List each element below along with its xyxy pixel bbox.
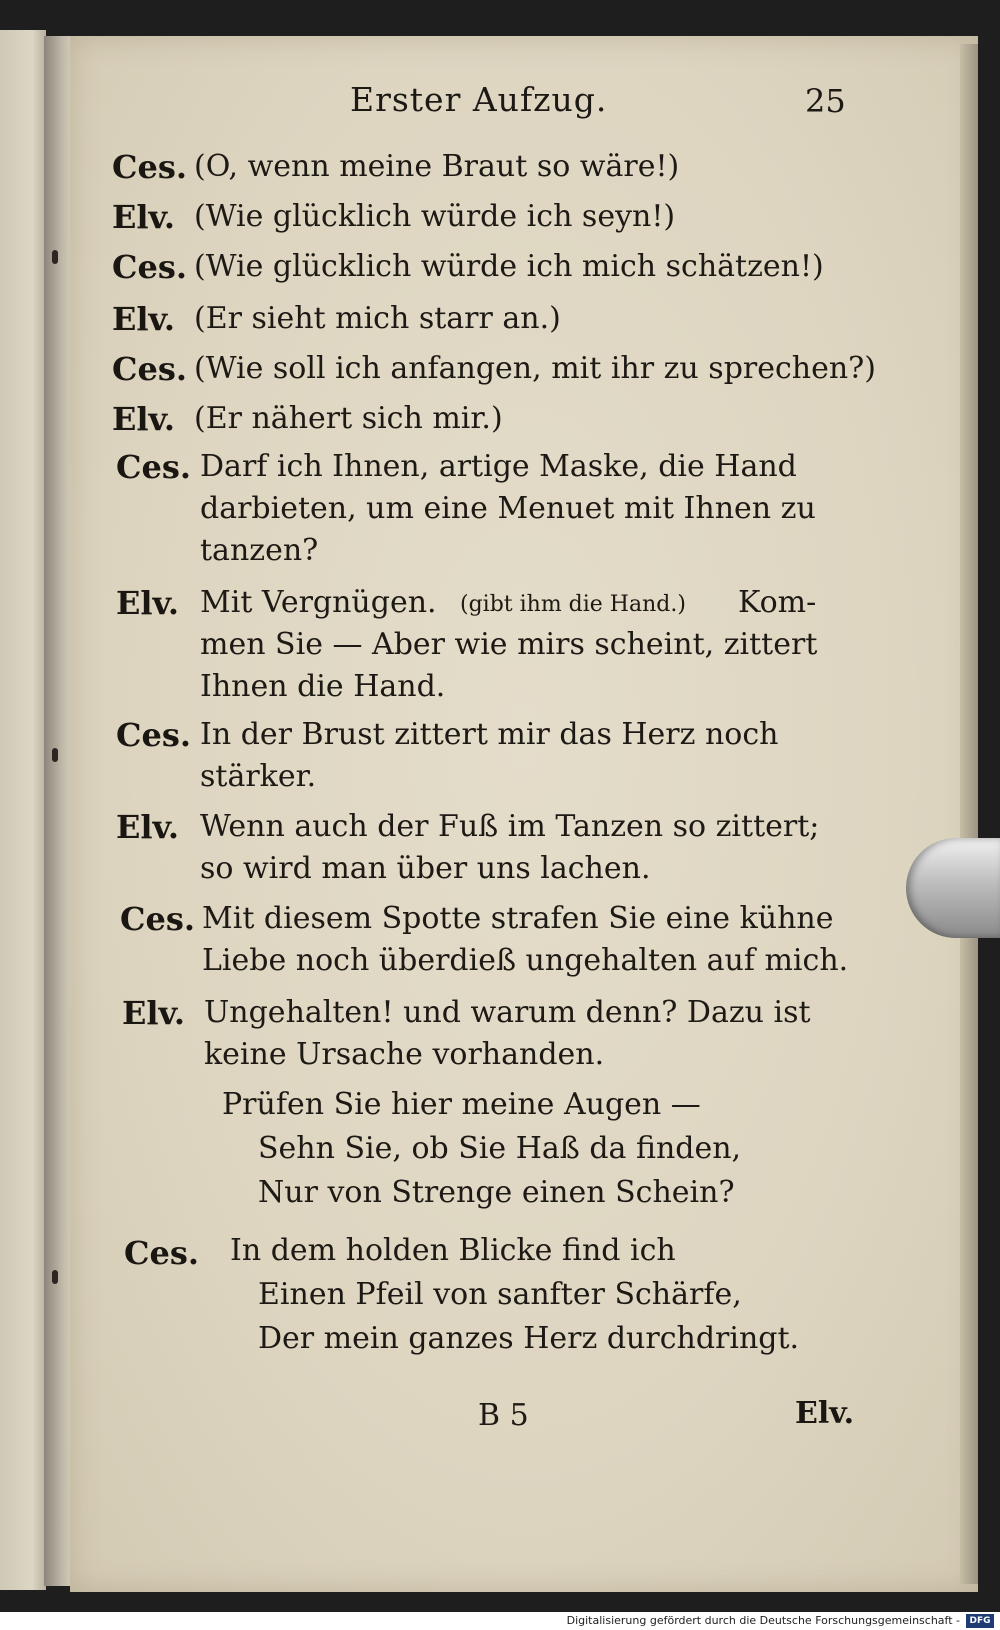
dialogue-line: men Sie — Aber wie mirs scheint, zittert <box>200 627 818 662</box>
dialogue-line: In der Brust zittert mir das Herz noch <box>200 717 779 752</box>
dialogue-line: (O, wenn meine Braut so wäre!) <box>194 149 680 184</box>
speaker-label: Ces. <box>112 148 187 186</box>
dialogue-line: so wird man über uns lachen. <box>200 851 651 886</box>
dialogue-line: tanzen? <box>200 533 319 568</box>
speaker-label: Elv. <box>112 198 176 236</box>
dialogue-line: (Er sieht mich starr an.) <box>194 301 561 336</box>
verse-line: Prüfen Sie hier meine Augen — <box>222 1087 701 1122</box>
speaker-label: Elv. <box>116 584 180 622</box>
catchword: Elv. <box>795 1396 855 1431</box>
running-header: Erster Aufzug. <box>350 80 608 119</box>
dialogue-line: Kom- <box>738 585 817 620</box>
page-number: 25 <box>805 82 846 120</box>
dialogue-line: (Er nähert sich mir.) <box>194 401 503 436</box>
dialogue-line: stärker. <box>200 759 317 794</box>
speaker-label: Elv. <box>112 300 176 338</box>
speaker-label: Elv. <box>112 400 176 438</box>
digitization-credit: Digitalisierung gefördert durch die Deutsche Forschungsgemeinschaft - <box>566 1614 960 1627</box>
stage-direction: (gibt ihm die Hand.) <box>460 592 686 617</box>
dialogue-line: (Wie glücklich würde ich mich schätzen!) <box>194 249 824 284</box>
dialogue-line: Ihnen die Hand. <box>200 669 446 704</box>
dialogue-line: Darf ich Ihnen, artige Maske, die Hand <box>200 449 797 484</box>
page-clip <box>906 838 1000 938</box>
dialogue-line: Mit diesem Spotte strafen Sie eine kühne <box>202 901 834 936</box>
speaker-label: Ces. <box>112 248 187 286</box>
dialogue-line: darbieten, um eine Menuet mit Ihnen zu <box>200 491 816 526</box>
dialogue-line: (Wie glücklich würde ich seyn!) <box>194 199 676 234</box>
binding-thread-mark <box>52 250 58 264</box>
dialogue-line: Wenn auch der Fuß im Tanzen so zittert; <box>200 809 820 844</box>
dialogue-line: (Wie soll ich anfangen, mit ihr zu sprechen?) <box>194 351 876 386</box>
page-edge-shadow <box>960 44 978 1584</box>
speaker-label: Ces. <box>116 716 191 754</box>
verse-line: In dem holden Blicke find ich <box>230 1233 676 1268</box>
binding-thread-mark <box>52 748 58 762</box>
speaker-label: Ces. <box>124 1234 199 1272</box>
dialogue-line: Mit Vergnügen. <box>200 585 437 620</box>
binding-thread-mark <box>52 1270 58 1284</box>
signature-mark: B 5 <box>478 1398 529 1433</box>
verse-line: Einen Pfeil von sanfter Schärfe, <box>258 1277 742 1312</box>
speaker-label: Elv. <box>122 994 186 1032</box>
verse-line: Nur von Strenge einen Schein? <box>258 1175 735 1210</box>
speaker-label: Elv. <box>116 808 180 846</box>
dialogue-line: Ungehalten! und warum denn? Dazu ist <box>204 995 811 1030</box>
speaker-label: Ces. <box>116 448 191 486</box>
verse-line: Der mein ganzes Herz durchdringt. <box>258 1321 800 1356</box>
left-page-edge <box>0 30 46 1590</box>
speaker-label: Ces. <box>120 900 195 938</box>
speaker-label: Ces. <box>112 350 187 388</box>
dfg-logo: DFG <box>966 1614 994 1628</box>
dialogue-line: keine Ursache vorhanden. <box>204 1037 605 1072</box>
verse-line: Sehn Sie, ob Sie Haß da finden, <box>258 1131 742 1166</box>
dialogue-line: Liebe noch überdieß ungehalten auf mich. <box>202 943 849 978</box>
